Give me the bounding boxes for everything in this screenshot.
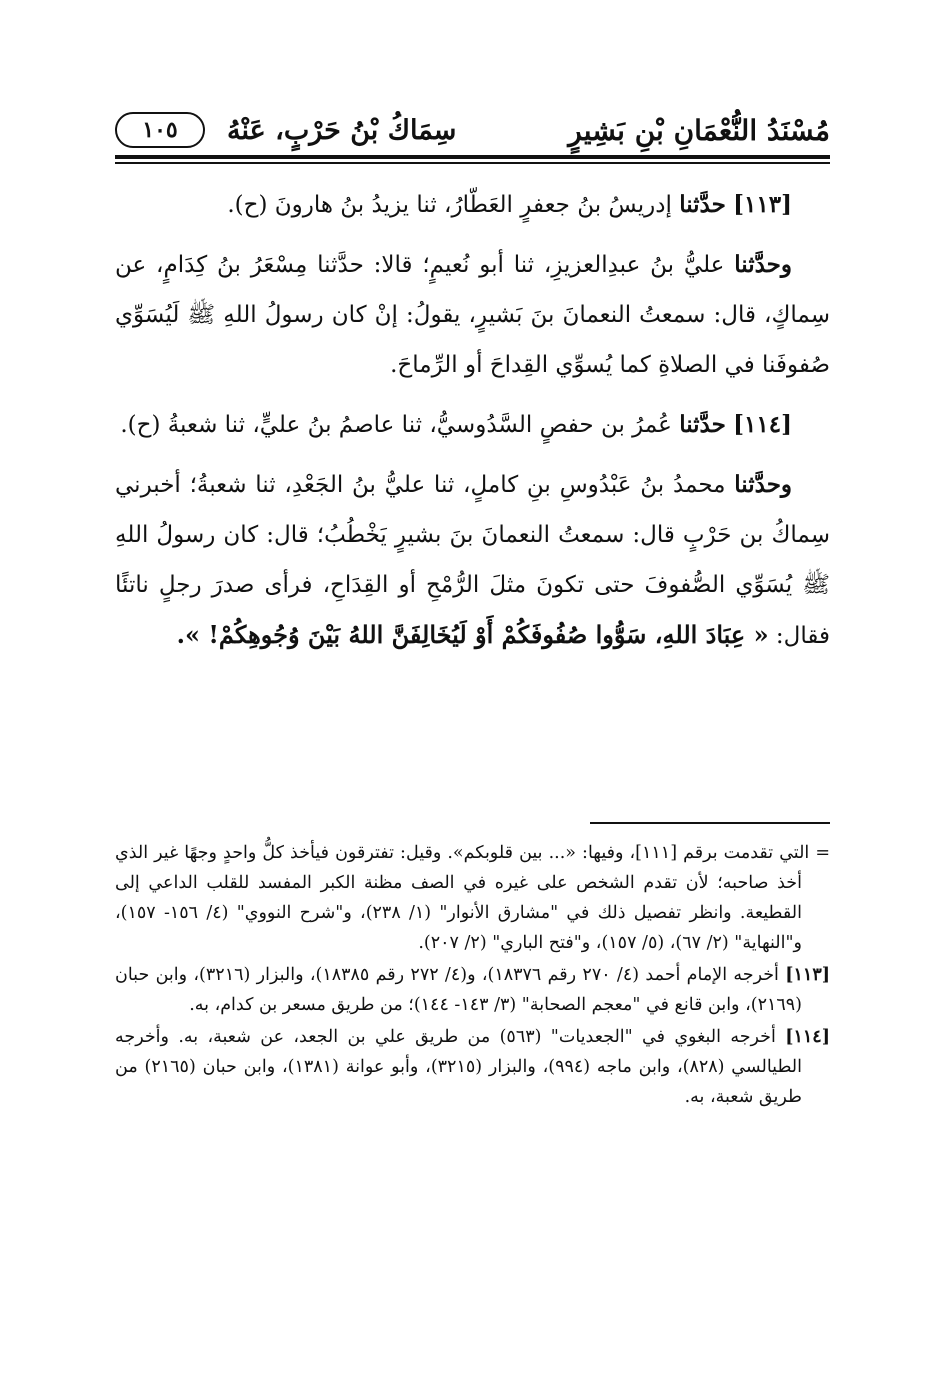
section-title: سِمَاكُ بْنُ حَرْبٍ، عَنْهُ <box>227 114 457 146</box>
chain-lead: حدَّثنا <box>679 191 726 218</box>
footnotes <box>115 838 830 1114</box>
chain-lead: وحدَّثنا <box>734 251 792 278</box>
footnote-continuation: = التي تقدمت برقم [١١١]، وفيها: «... بين قلوبكم». وقيل: تفترقون فيأخذ كلُّ واحدٍ وجهًا غير الذي أخذ صاحبه؛ لأن تقدم الشخص على غيره في الصف مظنة الكبر المفسد للقلب الداعي إلى القطيعة. وانظر تفصيل ذلك في "مشارق الأنوار" (١/ ٢٣٨)، و"شرح النووي" (٤/ ١٥٦- ١٥٧)، و"النهاية" (٢/ ٦٧)، (٥/ ١٥٧)، و"فتح الباري" (٢/ ٢٠٧). <box>115 843 830 953</box>
footnote-text: أخرجه الإمام أحمد (٤/ ٢٧٠ رقم ١٨٣٧٦)، و(٤/ ٢٧٢ رقم ١٨٣٨٥)، والبزار (٣٢١٦)، وابن حبان (٢١٦٩)، وابن قانع في "معجم الصحابة" (٣/ ١٤٣- ١٤٤)؛ من طريق مسعر بن كدام، به. <box>115 965 802 1015</box>
footnote-text: أخرجه البغوي في "الجعديات" (٥٦٣) من طريق علي بن الجعد، عن شعبة، به. وأخرجه الطيالسي (٨٢٨)، وابن ماجه (٩٩٤)، والبزار (٣٢١٥)، وأبو عوانة (١٣٨١)، وابن حبان (٢١٦٥) من طريق شعبة، به. <box>115 1027 802 1107</box>
chain-lead: حدَّثنا <box>679 411 726 438</box>
chain-lead: وحدَّثنا <box>734 471 793 498</box>
hadith-text: محمدُ بنُ عَبْدُوسِ بنِ كاملٍ، ثنا عليُّ بنُ الجَعْدِ، ثنا شعبةُ؛ أخبرني سِماكُ بن حَرْبٍ قال: سمعتُ النعمانَ بنَ بشيرٍ يَخْطُبُ؛ قال: كان رسولُ اللهِ ﷺ يُسَوِّي الصُّفوفَ حتى تكونَ مثلَ الرُّمْحِ أو القِدَاحِ، فرأى صدرَ رجلٍ ناتئًا فقال: <box>115 472 830 649</box>
hadith-text: عليُّ بنُ عبدِالعزيزِ، ثنا أبو نُعيمٍ؛ قالا: حدَّثنا مِسْعَرُ بنُ كِدَامٍ، عن سِماكٍ، قال: سمعتُ النعمانَ بنَ بَشيرٍ، يقولُ: إنْ كان رسولُ اللهِ ﷺ لَيُسَوِّي صُفوفَنا في الصلاةِ كما يُسوِّي القِداحَ أو الرِّماحَ. <box>115 252 830 378</box>
hadith-113-chain <box>115 180 830 230</box>
hadith-113-text <box>115 240 830 390</box>
footnote-113 <box>115 960 830 1020</box>
header-rule-thick <box>115 155 830 159</box>
footnote-ref: [١١٣] <box>785 965 830 985</box>
page-header <box>115 108 830 152</box>
hadith-114-chain <box>115 400 830 450</box>
page-number-badge <box>115 112 205 148</box>
footnote-separator <box>590 822 830 824</box>
main-text <box>115 180 830 671</box>
chain-text: عُمرُ بن حفصٍ السَّدُوسيُّ، ثنا عاصمُ بنُ عليٍّ، ثنا شعبةُ (ح). <box>120 412 672 438</box>
header-rule-thin <box>115 162 830 164</box>
footnote-114 <box>115 1022 830 1112</box>
book-title: مُسْنَدُ النُّعْمَانِ بْنِ بَشِيرٍ <box>568 113 830 147</box>
hadith-number: [١١٤] <box>733 411 792 438</box>
footnote-ref: [١١٤] <box>785 1027 830 1047</box>
prophetic-quote: « عِبَادَ اللهِ، سَوُّوا صُفُوفَكُمْ أَوْ لَيُخَالِفَنَّ اللهُ بَيْنَ وُجُوهِكُمْ! ». <box>176 620 769 649</box>
hadith-number: [١١٣] <box>733 191 792 218</box>
header-left-group <box>115 112 456 148</box>
page-number: ١٠٥ <box>142 117 178 143</box>
chain-text: إدريسُ بنُ جعفرٍ العَطّارُ، ثنا يزيدُ بنُ هارونَ (ح). <box>227 192 672 218</box>
hadith-114-text <box>115 460 830 661</box>
